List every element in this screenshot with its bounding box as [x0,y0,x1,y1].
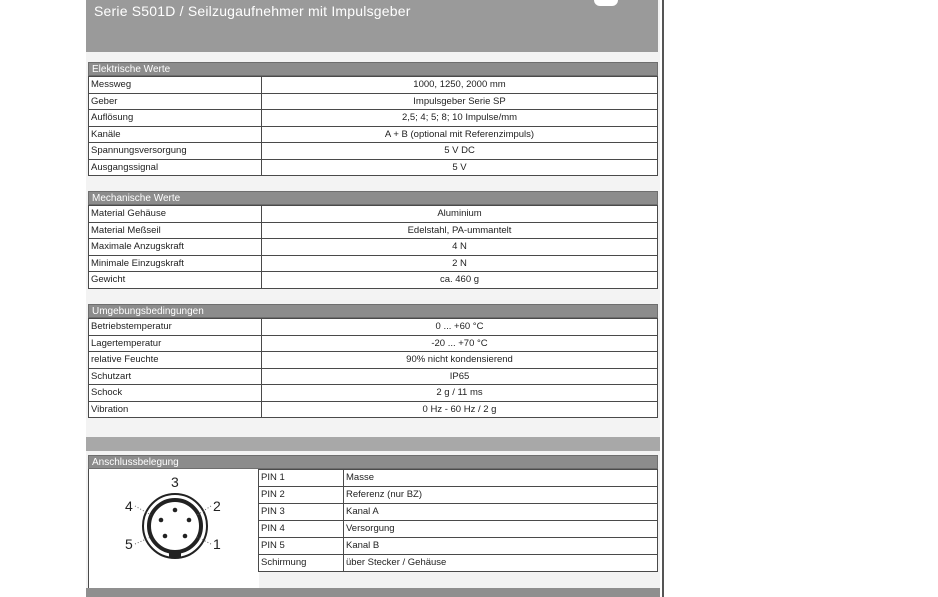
row-value: 0 Hz - 60 Hz / 2 g [262,401,658,418]
section-header: Elektrische Werte [88,62,658,76]
row-value: 1000, 1250, 2000 mm [262,77,658,94]
table-row [259,504,658,521]
table-row [89,93,658,110]
table-row [259,555,658,572]
section-electrical [88,62,658,176]
row-label: Vibration [89,401,262,418]
table-row [89,110,658,127]
bottom-section-band [86,588,660,597]
row-value: IP65 [262,368,658,385]
row-label: Messweg [89,77,262,94]
row-label: Betriebstemperatur [89,319,262,336]
pin-label: PIN 2 [259,487,344,504]
pin-function: Masse [344,470,658,487]
row-label: Material Gehäuse [89,206,262,223]
row-value: -20 ... +70 °C [262,335,658,352]
section-header: Anschlussbelegung [88,455,658,469]
pin-function: Referenz (nur BZ) [344,487,658,504]
table-row [89,143,658,160]
page-edge-rule [662,0,664,597]
pin-label: PIN 3 [259,504,344,521]
pin-1-dot [183,534,188,539]
pin-label: PIN 5 [259,538,344,555]
row-label: Material Meßseil [89,222,262,239]
pin-function: über Stecker / Gehäuse [344,555,658,572]
pin-assignment-body [88,469,658,589]
pin-number-label: 2 [213,498,221,514]
row-value: 0 ... +60 °C [262,319,658,336]
pin-3-dot [173,508,178,513]
row-value: 2,5; 4; 5; 8; 10 Impulse/mm [262,110,658,127]
title-bar [86,0,658,52]
table-row [89,335,658,352]
row-value: 4 N [262,239,658,256]
section-mechanical [88,191,658,289]
pin-5-dot [163,534,168,539]
row-value: Edelstahl, PA-ummantelt [262,222,658,239]
connector-key-notch [169,551,181,558]
row-value: 5 V [262,159,658,176]
row-value: 90% nicht kondensierend [262,352,658,369]
connector-pinout-icon [89,469,259,589]
pin-function: Kanal A [344,504,658,521]
row-label: Ausgangssignal [89,159,262,176]
spec-table [88,318,658,418]
connector-diagram [88,469,259,590]
row-label: Auflösung [89,110,262,127]
section-divider-band [86,437,660,451]
table-row [89,239,658,256]
section-header: Umgebungsbedingungen [88,304,658,318]
spec-table [88,205,658,289]
table-row [89,368,658,385]
row-value: 2 N [262,255,658,272]
table-row [89,77,658,94]
table-row [89,126,658,143]
pin-number-label: 1 [213,536,221,552]
row-label: Maximale Anzugskraft [89,239,262,256]
row-label: Schock [89,385,262,402]
row-value: A + B (optional mit Referenzimpuls) [262,126,658,143]
row-label: Spannungsversorgung [89,143,262,160]
table-row [89,319,658,336]
table-row [89,352,658,369]
logo-fragment [594,0,618,6]
page-title: Serie S501D / Seilzugaufnehmer mit Impulsgeber [94,3,411,19]
table-row [259,538,658,555]
pin-2-dot [187,518,192,523]
pin-number-label: 3 [171,474,179,490]
row-label: relative Feuchte [89,352,262,369]
pin-number-label: 5 [125,536,133,552]
table-row [89,206,658,223]
pin-function: Versorgung [344,521,658,538]
section-header: Mechanische Werte [88,191,658,205]
table-row [89,385,658,402]
table-row [89,401,658,418]
row-value: ca. 460 g [262,272,658,289]
table-row [89,255,658,272]
table-row [89,272,658,289]
table-row [89,159,658,176]
row-value: Impulsgeber Serie SP [262,93,658,110]
pin-label: Schirmung [259,555,344,572]
table-row [259,487,658,504]
table-row [259,521,658,538]
pin-label: PIN 1 [259,470,344,487]
section-pin-assignment [88,455,658,589]
table-row [89,222,658,239]
pin-4-dot [159,518,164,523]
row-label: Gewicht [89,272,262,289]
row-label: Minimale Einzugskraft [89,255,262,272]
row-value: 5 V DC [262,143,658,160]
pin-number-label: 4 [125,498,133,514]
pin-function: Kanal B [344,538,658,555]
table-row [259,470,658,487]
pin-label: PIN 4 [259,521,344,538]
row-label: Schutzart [89,368,262,385]
spec-table [88,76,658,176]
pin-table [258,469,658,572]
row-label: Geber [89,93,262,110]
row-value: Aluminium [262,206,658,223]
section-environment [88,304,658,418]
row-label: Lagertemperatur [89,335,262,352]
connector-outer-ring [143,494,207,558]
row-label: Kanäle [89,126,262,143]
row-value: 2 g / 11 ms [262,385,658,402]
